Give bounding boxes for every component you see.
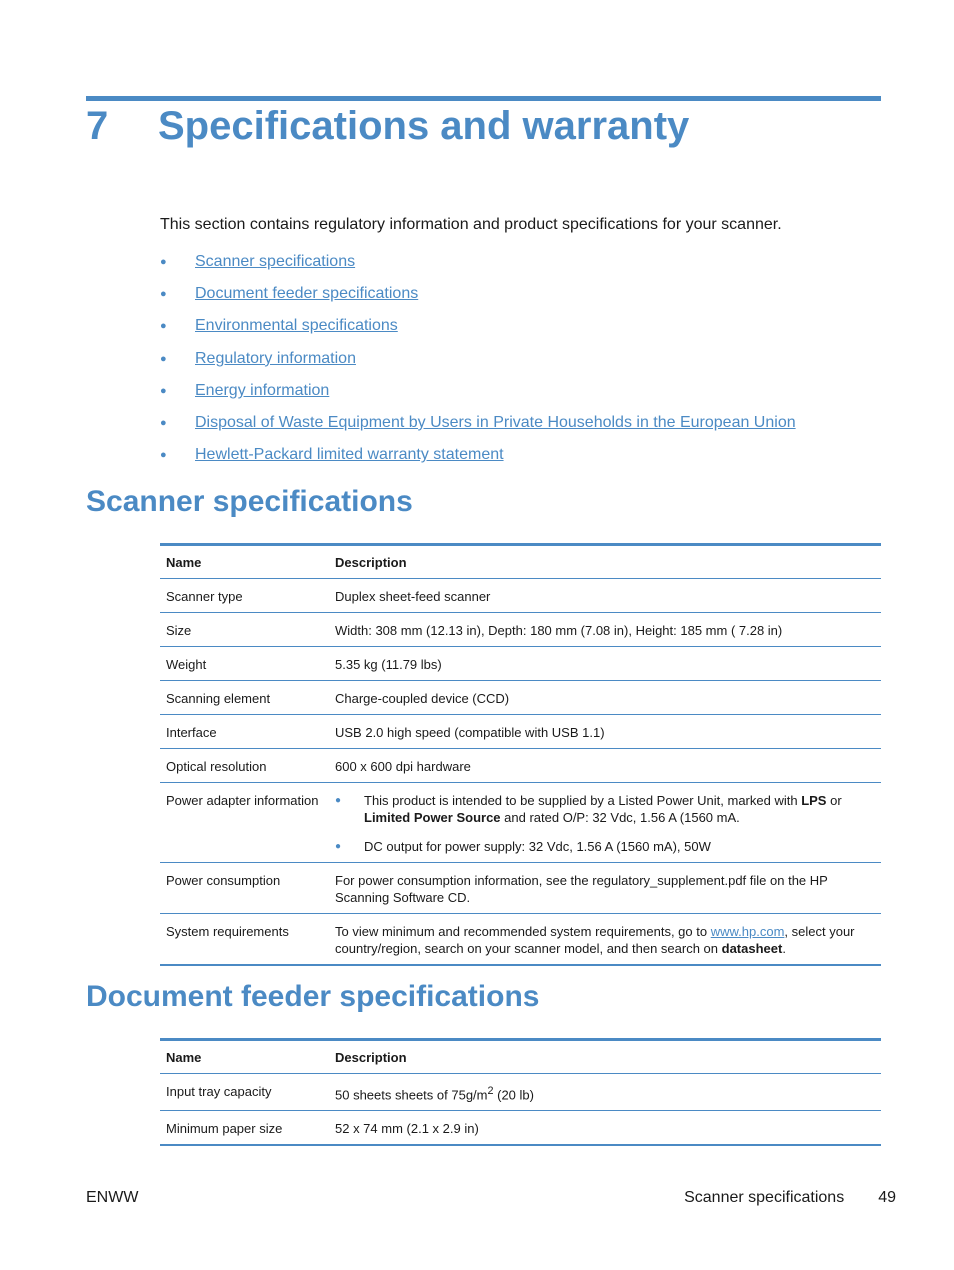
text-run: . xyxy=(782,941,786,956)
column-header-name: Name xyxy=(166,1050,202,1065)
toc-link-environmental-specifications[interactable]: Environmental specifications xyxy=(195,317,398,335)
toc-item xyxy=(160,278,796,310)
column-header-name: Name xyxy=(166,555,202,570)
spec-name: Weight xyxy=(166,657,207,672)
bullet-icon: ● xyxy=(160,449,167,462)
chapter-toc xyxy=(160,246,796,471)
bullet-icon: ● xyxy=(160,288,167,301)
table-row xyxy=(160,749,881,783)
bold-text: LPS xyxy=(801,793,827,808)
spec-description: 52 x 74 mm (2.1 x 2.9 in) xyxy=(335,1121,479,1137)
spec-name: Power consumption xyxy=(166,873,281,888)
toc-item xyxy=(160,407,796,439)
page-number: 49 xyxy=(878,1189,896,1206)
table-row xyxy=(160,579,881,613)
table-header-row xyxy=(160,1040,881,1074)
bullet-icon: ● xyxy=(160,352,167,365)
toc-item xyxy=(160,310,796,342)
bullet-icon: ● xyxy=(160,320,167,333)
spec-description: Duplex sheet-feed scanner xyxy=(335,589,491,604)
spec-name: Interface xyxy=(166,725,217,740)
toc-item xyxy=(160,246,796,278)
chapter-number: 7 xyxy=(86,104,109,148)
spec-description: 600 x 600 dpi hardware xyxy=(335,759,471,774)
bullet-icon: ● xyxy=(160,256,167,269)
list-item xyxy=(335,792,875,826)
hp-website-link[interactable]: www.hp.com xyxy=(710,924,785,939)
table-row xyxy=(160,783,881,863)
toc-link-energy-information[interactable]: Energy information xyxy=(195,381,330,399)
power-adapter-list xyxy=(335,792,875,855)
column-header-description: Description xyxy=(335,555,407,570)
list-item xyxy=(335,838,875,855)
table-row xyxy=(160,914,881,966)
spec-name: System requirements xyxy=(166,924,289,939)
table-row xyxy=(160,681,881,715)
spec-description: 5.35 kg (11.79 lbs) xyxy=(335,657,442,672)
spec-name: Input tray capacity xyxy=(166,1084,272,1099)
column-header-description: Description xyxy=(335,1050,407,1065)
bold-text: datasheet xyxy=(721,941,783,956)
toc-item xyxy=(160,375,796,407)
spec-name: Size xyxy=(166,623,192,638)
spec-name: Scanner type xyxy=(166,589,243,604)
spec-name: Minimum paper size xyxy=(166,1121,283,1137)
spec-name: Power adapter information xyxy=(166,793,319,808)
chapter-title-text: Specifications and warranty xyxy=(158,104,690,148)
text-run: , select your country/region, search on your scanner model, and then search on xyxy=(335,924,855,956)
superscript: 2 xyxy=(487,1085,494,1097)
table-row xyxy=(160,647,881,681)
bullet-icon: ● xyxy=(335,795,342,806)
table-header-row xyxy=(160,545,881,579)
toc-item xyxy=(160,343,796,375)
spec-description: USB 2.0 high speed (compatible with USB 1.1) xyxy=(335,725,605,740)
bullet-icon: ● xyxy=(335,841,342,852)
toc-link-warranty-statement[interactable]: Hewlett-Packard limited warranty statement xyxy=(195,446,504,464)
spec-description: Charge-coupled device (CCD) xyxy=(335,691,510,706)
spec-description: For power consumption information, see the regulatory_supplement.pdf file on the HP Scanning Software CD. xyxy=(335,873,828,905)
power-adapter-note-1 xyxy=(364,792,875,826)
toc-link-disposal-of-waste[interactable]: Disposal of Waste Equipment by Users in Private Households in the European Union xyxy=(195,414,796,432)
chapter-rule xyxy=(86,96,881,101)
table-row xyxy=(160,1074,881,1111)
toc-item xyxy=(160,439,796,471)
feeder-specs-table xyxy=(160,1038,881,1146)
spec-description xyxy=(329,1074,881,1111)
footer-right xyxy=(684,1189,896,1207)
power-adapter-note-2: DC output for power supply: 32 Vdc, 1.56 A (1560 mA), 50W xyxy=(364,839,711,854)
chapter-intro: This section contains regulatory information and product specifications for your scanner. xyxy=(160,216,782,233)
spec-description xyxy=(329,914,881,966)
text-run: (20 lb) xyxy=(493,1087,534,1103)
bold-text: Limited Power Source xyxy=(364,810,501,825)
section-heading-scanner-specifications: Scanner specifications xyxy=(86,485,413,518)
text-run: or xyxy=(826,793,842,808)
scanner-specs-table xyxy=(160,543,881,966)
toc-link-regulatory-information[interactable]: Regulatory information xyxy=(195,349,356,367)
section-heading-document-feeder-specifications: Document feeder specifications xyxy=(86,980,540,1013)
spec-description xyxy=(329,783,881,863)
footer-section-name: Scanner specifications xyxy=(684,1189,845,1206)
bullet-icon: ● xyxy=(160,384,167,397)
table-row xyxy=(160,1111,881,1146)
toc-link-scanner-specifications[interactable]: Scanner specifications xyxy=(195,253,356,271)
spec-name: Scanning element xyxy=(166,691,271,706)
text-run: This product is intended to be supplied by a Listed Power Unit, marked with xyxy=(364,793,802,808)
spec-description: Width: 308 mm (12.13 in), Depth: 180 mm (7.08 in), Height: 185 mm ( 7.28 in) xyxy=(335,623,783,638)
chapter-title xyxy=(86,104,689,149)
table-row xyxy=(160,715,881,749)
footer-locale: ENWW xyxy=(86,1189,139,1206)
table-row xyxy=(160,863,881,914)
text-run: and rated O/P: 32 Vdc, 1.56 A (1560 mA. xyxy=(500,810,740,825)
spec-name: Optical resolution xyxy=(166,759,267,774)
table-row xyxy=(160,613,881,647)
text-run: 50 sheets sheets of 75g/m xyxy=(335,1087,488,1103)
bullet-icon: ● xyxy=(160,417,167,430)
text-run: To view minimum and recommended system requirements, go to xyxy=(335,924,711,939)
toc-link-document-feeder-specifications[interactable]: Document feeder specifications xyxy=(195,285,419,303)
